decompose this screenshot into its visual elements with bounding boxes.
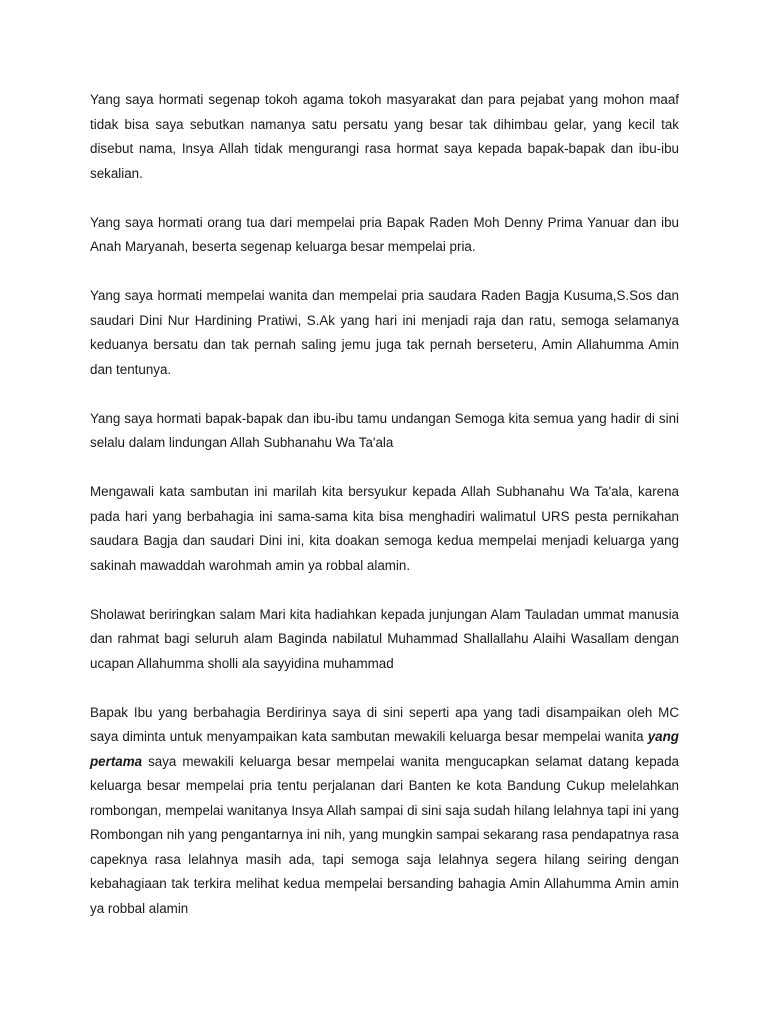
paragraph-gratitude: Mengawali kata sambutan ini marilah kita bersyukur kepada Allah Subhanahu Wa Ta'ala, karena pada hari yang berbahagia ini sama-sama kita bisa menghadiri walimatul URS pesta pernikahan saudara Bagja dan saudari Dini ini, kita doakan semoga kedua mempelai menjadi keluarga yang sakinah mawaddah warohmah amin ya robbal alamin. — [90, 484, 679, 573]
welcome-text-before: Bapak Ibu yang berbahagia Berdirinya saya di sini seperti apa yang tadi disampaikan oleh MC saya diminta untuk menyampaikan kata sambutan mewakili keluarga besar mempelai wanita — [90, 704, 679, 744]
paragraph-greeting-guests: Yang saya hormati bapak-bapak dan ibu-ibu tamu undangan Semoga kita semua yang hadir di sini selalu dalam lindungan Allah Subhanahu Wa Ta'ala — [90, 410, 679, 450]
document-body — [90, 88, 679, 921]
paragraph-sholawat: Sholawat beriringkan salam Mari kita hadiahkan kepada junjungan Alam Tauladan ummat manusia dan rahmat bagi seluruh alam Baginda nabilatul Muhammad Shallallahu Alaihi Wasallam dengan ucapan Allahumma sholli ala sayyidina muhammad — [90, 606, 679, 671]
emphasis-text: yang pertama — [90, 729, 679, 769]
paragraph-greeting-groom-parents: Yang saya hormati orang tua dari mempelai pria Bapak Raden Moh Denny Prima Yanuar dan ibu Anah Maryanah, beserta segenap keluarga besar mempelai pria. — [90, 214, 679, 254]
paragraph-greeting-dignitaries: Yang saya hormati segenap tokoh agama tokoh masyarakat dan para pejabat yang mohon maaf tidak bisa saya sebutkan namanya satu persatu yang besar tak dihimbau gelar, yang kecil tak disebut nama, Insya Allah tidak mengurangi rasa hormat saya kepada bapak-bapak dan ibu-ibu sekalian. — [90, 92, 679, 181]
welcome-text-after: saya mewakili keluarga besar mempelai wanita mengucapkan selamat datang kepada keluarga besar mempelai pria tentu perjalanan dari Banten ke kota Bandung Cukup melelahkan rombongan, mempelai wanitanya Insya Allah sampai di sini saja sudah hilang lelahnya tapi ini yang Rombongan nih yang pengantarnya ini nih, yang mungkin sampai sekarang rasa pendapatnya rasa capeknya rasa lelahnya masih ada, tapi semoga saja lelahnya segera hilang seiring dengan kebahagiaan tak terkira melihat kedua mempelai bersanding bahagia Amin Allahumma Amin amin ya robbal alamin — [90, 753, 679, 916]
paragraph-welcome — [90, 701, 679, 922]
paragraph-greeting-couple: Yang saya hormati mempelai wanita dan mempelai pria saudara Raden Bagja Kusuma,S.Sos dan saudari Dini Nur Hardining Pratiwi, S.Ak yang hari ini menjadi raja dan ratu, semoga selamanya keduanya bersatu dan tak pernah saling jemu juga tak pernah berseteru, Amin Allahumma Amin dan tentunya. — [90, 288, 679, 377]
